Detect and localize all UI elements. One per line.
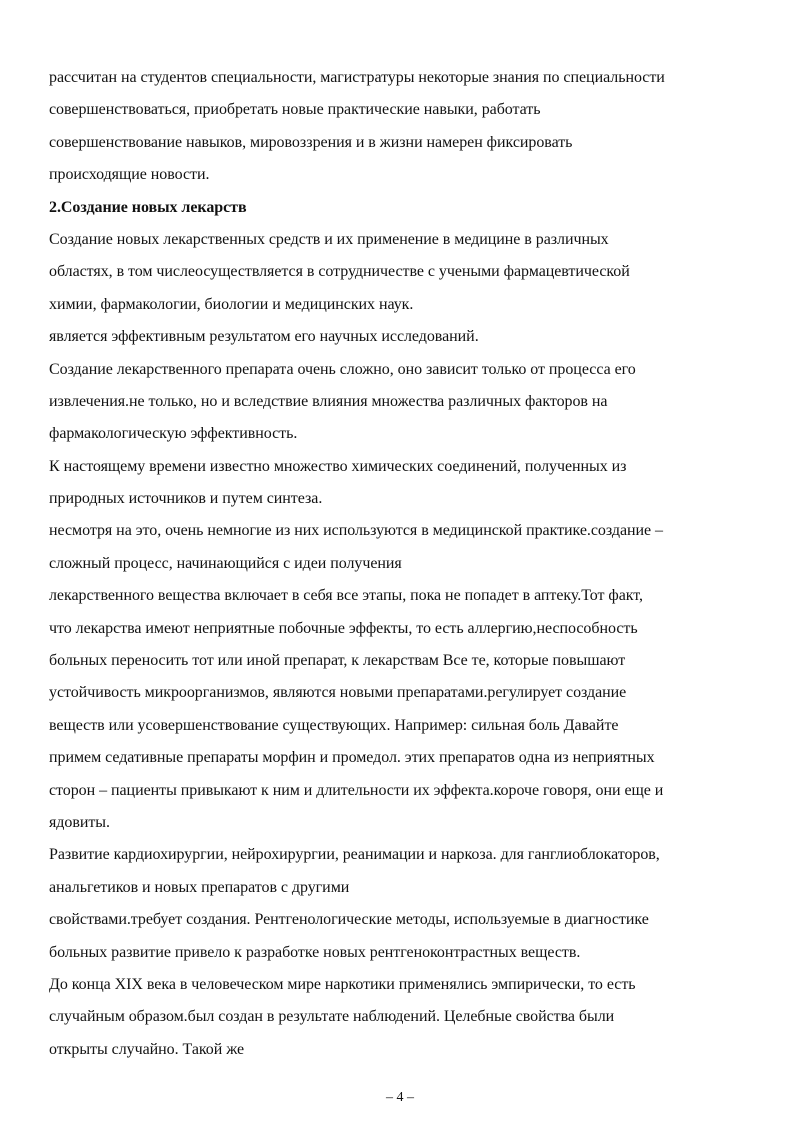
text-line: устойчивость микроорганизмов, являются новыми препаратами.регулирует создание bbox=[49, 684, 627, 702]
text-line: фармакологическую эффективность. bbox=[49, 425, 298, 443]
text-line: До конца XIX века в человеческом мире наркотики применялись эмпирически, то есть bbox=[49, 975, 636, 993]
text-line: больных переносить тот или иной препарат, к лекарствам Все те, которые повышают bbox=[49, 652, 626, 670]
document-body bbox=[49, 62, 789, 1066]
text-line: открыты случайно. Такой же bbox=[49, 1040, 245, 1058]
text-line: Создание новых лекарственных средств и их применение в медицине в различных bbox=[49, 230, 609, 248]
text-line: Развитие кардиохирургии, нейрохирургии, реанимации и наркоза. для ганглиоблокаторов, bbox=[49, 846, 660, 864]
text-line: что лекарства имеют неприятные побочные эффекты, то есть аллергию,неспособность bbox=[49, 619, 638, 637]
page-number: – 4 – bbox=[386, 1090, 414, 1105]
text-line: химии, фармакологии, биологии и медицинских наук. bbox=[49, 295, 414, 313]
text-line: природных источников и путем синтеза. bbox=[49, 490, 323, 508]
text-line: лекарственного вещества включает в себя все этапы, пока не попадет в аптеку.Тот факт, bbox=[49, 587, 643, 605]
text-line: является эффективным результатом его научных исследований. bbox=[49, 328, 479, 346]
text-line: сложный процесс, начинающийся с идеи получения bbox=[49, 554, 402, 572]
text-line: анальгетиков и новых препаратов с другими bbox=[49, 878, 350, 896]
text-line: извлечения.не только, но и вследствие влияния множества различных факторов на bbox=[49, 392, 608, 410]
section-heading: 2.Создание новых лекарств bbox=[49, 198, 247, 216]
text-line: К настоящему времени известно множество химических соединений, полученных из bbox=[49, 457, 627, 475]
text-line: несмотря на это, очень немногие из них используются в медицинской практике.создание – bbox=[49, 522, 663, 540]
text-line: свойствами.требует создания. Рентгенологические методы, используемые в диагностике bbox=[49, 911, 649, 929]
text-line: совершенствование навыков, мировоззрения и в жизни намерен фиксировать bbox=[49, 133, 573, 151]
text-line: ядовиты. bbox=[49, 813, 110, 831]
text-line: происходящие новости. bbox=[49, 166, 210, 184]
text-line: случайным образом.был создан в результате наблюдений. Целебные свойства были bbox=[49, 1008, 615, 1026]
text-line: примем седативные препараты морфин и промедол. этих препаратов одна из неприятных bbox=[49, 749, 655, 767]
text-line: веществ или усовершенствование существующих. Например: сильная боль Давайте bbox=[49, 716, 619, 734]
text-line: совершенствоваться, приобретать новые практические навыки, работать bbox=[49, 101, 541, 119]
text-line: больных развитие привело к разработке новых рентгеноконтрастных веществ. bbox=[49, 943, 581, 961]
text-line: рассчитан на студентов специальности, магистратуры некоторые знания по специальности bbox=[49, 69, 665, 86]
text-line: Создание лекарственного препарата очень сложно, оно зависит только от процесса его bbox=[49, 360, 636, 378]
text-line: областях, в том числеосуществляется в сотрудничестве с учеными фармацевтической bbox=[49, 263, 630, 281]
text-line: сторон – пациенты привыкают к ним и длительности их эффекта.короче говоря, они еще и bbox=[49, 781, 664, 799]
